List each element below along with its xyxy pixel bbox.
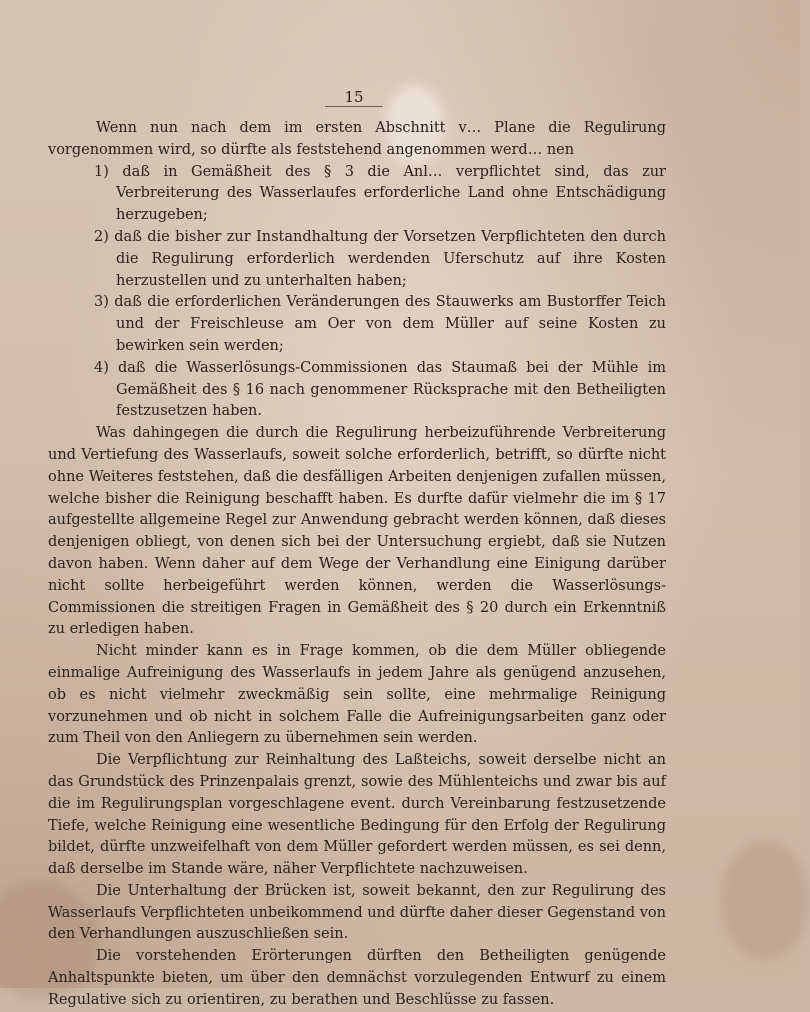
numbered-list [48, 162, 666, 424]
paragraph: Die vorstehenden Erörterungen dürften den Betheiligten genügende Anhaltspunkte bieten, um über den demnächst vorzulegenden Entwurf zu einem Regulative sich zu orientiren, zu berathen und Beschlüsse zu fassen. [48, 948, 666, 1008]
document-body [48, 118, 666, 1012]
paragraph: Die Unterhaltung der Brücken ist, soweit bekannt, den zur Regulirung des Wasserlaufs Verpflichteten unbeikommend und dürfte daher dieser Gegenstand von den Verhandlungen auszuschließen sein. [48, 882, 666, 943]
paragraph: Nicht minder kann es in Frage kommen, ob die dem Müller obliegende einmalige Aufreinigung des Wasserlaufs in jedem Jahre als genügend anzusehen, ob es nicht vielmehr zweckmäßig sein sollte, eine mehrmalige Reinigung vorzunehmen und ob nicht in solchem Falle die Aufreinigungsarbeiten ganz oder zum Theil von den Anliegern zu übernehmen sein werden. [48, 643, 666, 747]
list-item: 4) daß die Wasserlösungs-Commissionen das Staumaß bei der Mühle im Gemäßheit des § 16 nach genommener Rücksprache mit den Betheiligten festzusetzen haben. [94, 359, 666, 420]
paragraph: Was dahingegen die durch die Regulirung herbeizuführende Verbreiterung und Vertiefung des Wasserlaufs, soweit solche erforderlich, betrifft, so dürfte nicht ohne Weiteres feststehen, daß die desfälligen Arbeiten denjenigen zufallen müssen, welche bisher die Reinigung beschafft haben. Es durfte dafür vielmehr die im § 17 aufgestellte allgemeine Regel zur Anwendung gebracht werden können, daß dieses denjenigen obliegt, von denen sich bei der Untersuchung ergiebt, daß sie Nutzen davon haben. Wenn daher auf dem Wege der Verhandlung eine Einigung darüber nicht sollte herbeigeführt werden können, werden die Wasserlösungs-Commissionen die streitigen Fragen in Gemäßheit des § 20 durch ein Erkenntniß zu erledigen haben. [48, 425, 666, 638]
list-item: 1) daß in Gemäßheit des § 3 die Anl… verpflichtet sind, das zur Verbreiterung des Wasserlaufes erforderliche Land ohne Entschädigung herzugeben; [94, 163, 666, 224]
page-number-rule [325, 106, 383, 107]
list-item: 2) daß die bisher zur Instandhaltung der Vorsetzen Verpflichteten den durch die Regulirung erforderlich werdenden Uferschutz auf ihre Kosten herzustellen und zu unterhalten haben; [94, 228, 666, 289]
list-item: 3) daß die erforderlichen Veränderungen des Stauwerks am Bustorffer Teich und der Freischleuse am Oer von dem Müller auf seine Kosten zu bewirken sein werden; [94, 294, 666, 354]
page-number: 15 [344, 88, 364, 106]
paragraph-intro: Wenn nun nach dem im ersten Abschnitt v… Plane die Regulirung vorgenommen wird, so dürfte als feststehend angenommen werd… nen [48, 120, 666, 158]
paragraph: Die Verpflichtung zur Reinhaltung des Laßteichs, soweit derselbe nicht an das Grundstück des Prinzenpalais grenzt, sowie des Mühlenteichs und zwar bis auf die im Regulirungsplan vorgeschlagene event. durch Vereinbarung festzusetzende Tiefe, welche Reinigung eine wesentliche Bedingung für den Erfolg der Regulirung bildet, dürfte unzweifelhaft von dem Müller gefordert werden müssen, es sei denn, daß derselbe im Stande wäre, näher Verpflichtete nachzuweisen. [48, 752, 666, 878]
paper-stain [720, 840, 810, 960]
